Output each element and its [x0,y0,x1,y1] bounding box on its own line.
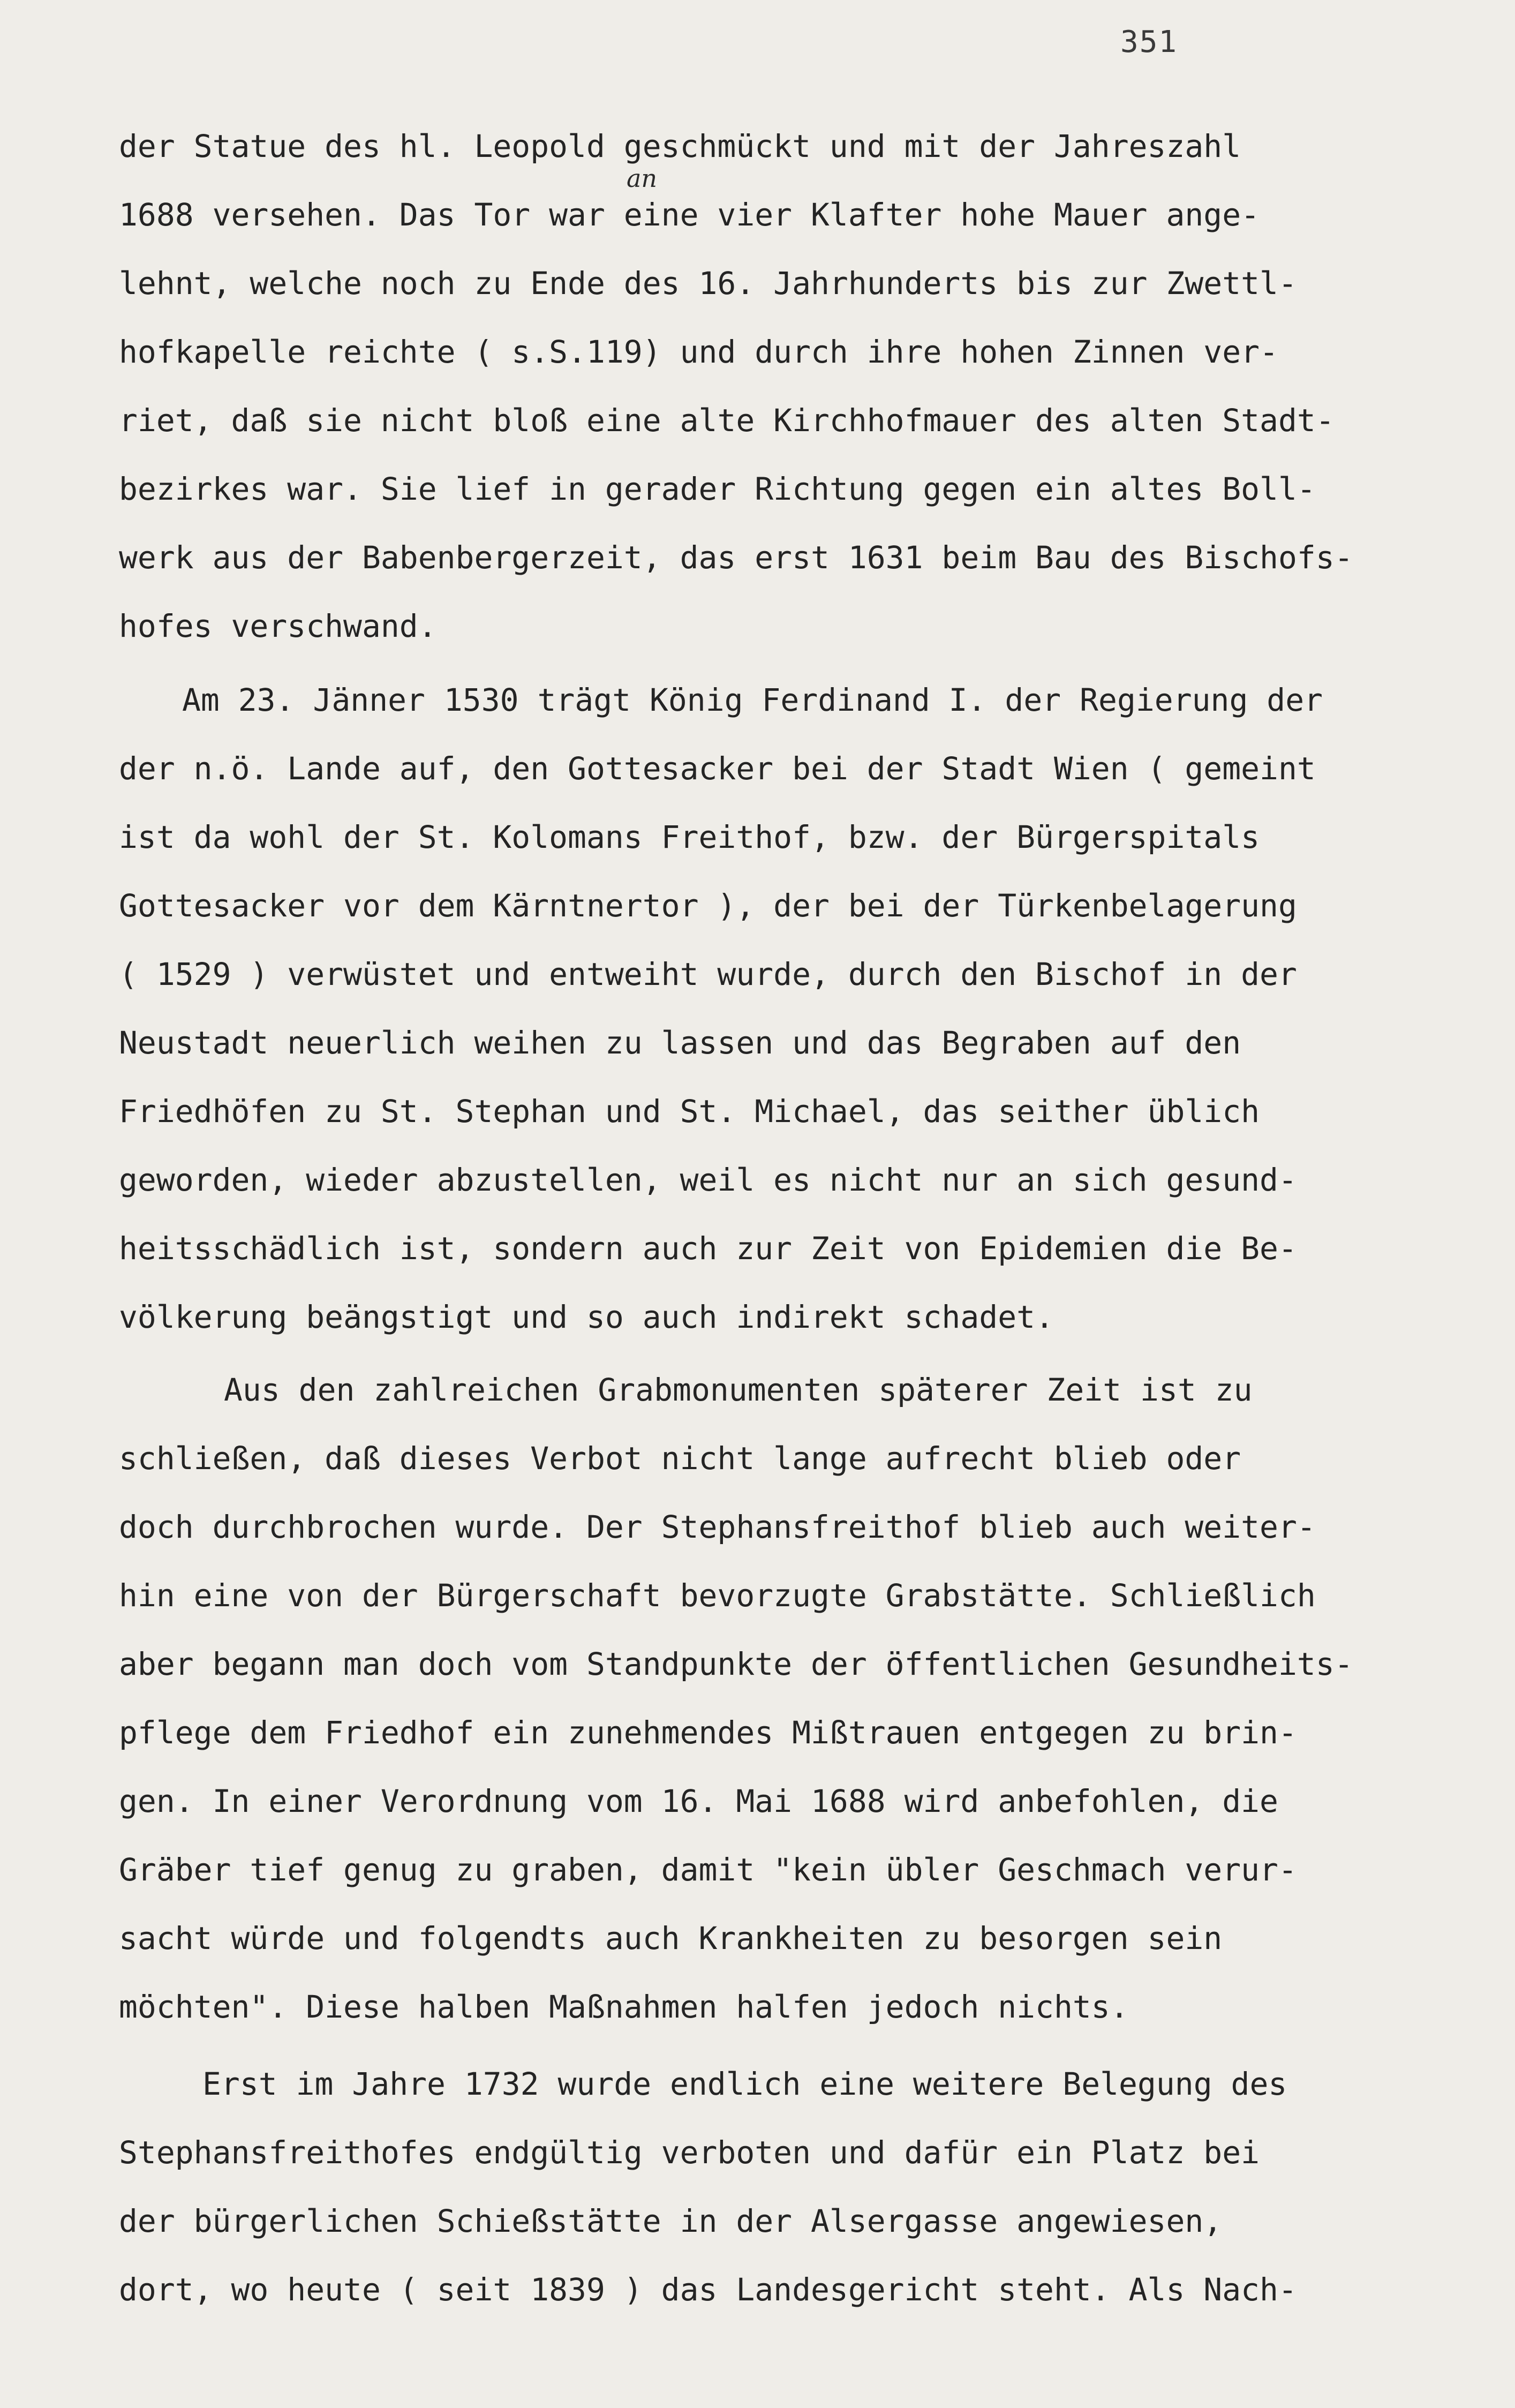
text-line: doch durchbrochen wurde. Der Stephansfreithof blieb auch weiter- [119,1509,1316,1545]
text-line: gen. In einer Verordnung vom 16. Mai 1688 wird anbefohlen, die [119,1783,1278,1819]
text-line: hofkapelle reichte ( s.S.119) und durch ihre hohen Zinnen ver- [119,334,1278,370]
text-line: aber begann man doch vom Standpunkte der öffentlichen Gesundheits- [119,1646,1353,1682]
page-number: 351 [1120,25,1178,59]
text-line: sacht würde und folgendts auch Krankheiten zu besorgen sein [119,1920,1223,1956]
text-line: riet, daß sie nicht bloß eine alte Kirchhofmauer des alten Stadt- [119,402,1335,439]
text-line: völkerung beängstigt und so auch indirekt schadet. [119,1299,1054,1335]
text-line: Stephansfreithofes endgültig verboten und dafür ein Platz bei [119,2134,1260,2171]
text-line: dort, wo heute ( seit 1839 ) das Landesgericht steht. Als Nach- [119,2271,1297,2308]
text-line: schließen, daß dieses Verbot nicht lange aufrecht blieb oder [119,1440,1241,1477]
handwritten-annotation: an [627,164,658,193]
text-line: heitsschädlich ist, sondern auch zur Zeit von Epidemien die Be- [119,1230,1297,1267]
text-line: werk aus der Babenbergerzeit, das erst 1631 beim Bau des Bischofs- [119,539,1353,576]
text-line: Erst im Jahre 1732 wurde endlich eine weitere Belegung des [202,2066,1287,2102]
text-line: der Statue des hl. Leopold geschmückt und mit der Jahreszahl [119,128,1241,164]
text-line: Gräber tief genug zu graben, damit "kein übler Geschmach verur- [119,1852,1297,1888]
text-line: Am 23. Jänner 1530 trägt König Ferdinand I. der Regierung der [182,682,1323,718]
text-line: Neustadt neuerlich weihen zu lassen und das Begraben auf den [119,1025,1241,1061]
text-line: Aus den zahlreichen Grabmonumenten späterer Zeit ist zu [224,1372,1253,1408]
text-line: lehnt, welche noch zu Ende des 16. Jahrhunderts bis zur Zwettl- [119,265,1297,302]
text-line: bezirkes war. Sie lief in gerader Richtung gegen ein altes Boll- [119,471,1316,507]
text-line: der bürgerlichen Schießstätte in der Alsergasse angewiesen, [119,2203,1223,2239]
text-line: möchten". Diese halben Maßnahmen halfen jedoch nichts. [119,1989,1129,2025]
text-line: der n.ö. Lande auf, den Gottesacker bei der Stadt Wien ( gemeint [119,750,1316,787]
text-line: pflege dem Friedhof ein zunehmendes Mißtrauen entgegen zu brin- [119,1714,1297,1751]
text-line: ( 1529 ) verwüstet und entweiht wurde, durch den Bischof in der [119,956,1297,992]
text-line: hin eine von der Bürgerschaft bevorzugte Grabstätte. Schließlich [119,1577,1316,1614]
text-line: geworden, wieder abzustellen, weil es nicht nur an sich gesund- [119,1162,1297,1198]
text-line: ist da wohl der St. Kolomans Freithof, bzw. der Bürgerspitals [119,819,1260,855]
text-line: 1688 versehen. Das Tor war eine vier Klafter hohe Mauer ange- [119,197,1260,233]
text-line: Gottesacker vor dem Kärntnertor ), der bei der Türkenbelagerung [119,887,1297,924]
text-line: hofes verschwand. [119,608,437,644]
text-line: Friedhöfen zu St. Stephan und St. Michael, das seither üblich [119,1093,1260,1130]
